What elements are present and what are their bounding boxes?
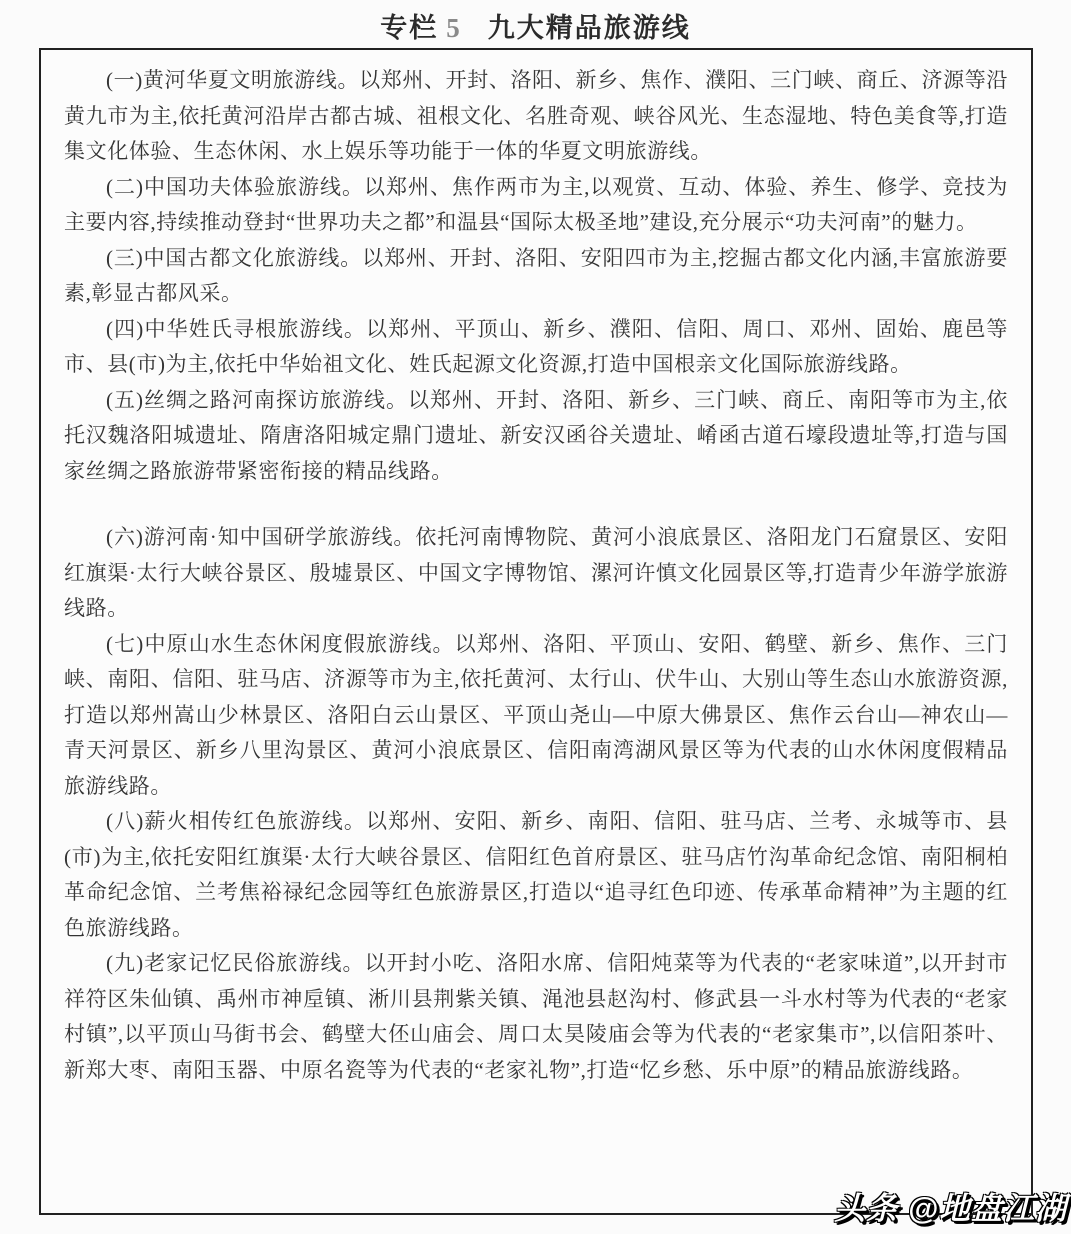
paragraph: (六)游河南·知中国研学旅游线。依托河南博物院、黄河小浪底景区、洛阳龙门石窟景区、安阳红旗渠·太行大峡谷景区、殷墟景区、中国文字博物馆、漯河许慎文化园景区等,打造青少年游学旅游线路。 (64, 525, 1008, 620)
column-number: 5 (446, 13, 462, 43)
paragraph: (八)薪火相传红色旅游线。以郑州、安阳、新乡、南阳、信阳、驻马店、兰考、永城等市、县(市)为主,依托安阳红旗渠·太行大峡谷景区、信阳红色首府景区、驻马店竹沟革命纪念馆、南阳桐柏革命纪念馆、兰考焦裕禄纪念园等红色旅游景区,打造以“追寻红色印迹、传承革命精神”为主题的红色旅游线路。 (64, 809, 1008, 940)
paragraphs (64, 63, 1008, 1088)
column-label: 专栏 (380, 13, 439, 43)
paragraph: (九)老家记忆民俗旅游线。以开封小吃、洛阳水席、信阳炖菜等为代表的“老家味道”,以开封市祥符区朱仙镇、禹州市神垕镇、淅川县荆紫关镇、渑池县赵沟村、修武县一斗水村等为代表的“老家村镇”,以平顶山马街书会、鹤壁大伾山庙会、周口太昊陵庙会等为代表的“老家集市”,以信阳茶叶、新郑大枣、南阳玉器、中原名瓷等为代表的“老家礼物”,打造“忆乡愁、乐中原”的精品旅游线路。 (64, 951, 1008, 1082)
paragraph: (三)中国古都文化旅游线。以郑州、开封、洛阳、安阳四市为主,挖掘古都文化内涵,丰富旅游要素,彰显古都风采。 (64, 245, 1008, 305)
column-title-text: 九大精品旅游线 (487, 13, 691, 43)
document-box (39, 48, 1033, 1215)
page-title (0, 6, 1071, 45)
paragraph: (一)黄河华夏文明旅游线。以郑州、开封、洛阳、新乡、焦作、濮阳、三门峡、商丘、济源等沿黄九市为主,依托黄河沿岸古都古城、祖根文化、名胜奇观、峡谷风光、生态湿地、特色美食等,打造集文化体验、生态休闲、水上娱乐等功能于一体的华夏文明旅游线。 (64, 68, 1008, 163)
watermark: 头条 @地盘江湖 (834, 1191, 1067, 1226)
paragraph: (七)中原山水生态休闲度假旅游线。以郑州、洛阳、平顶山、安阳、鹤壁、新乡、焦作、三门峡、南阳、信阳、驻马店、济源等市为主,依托黄河、太行山、伏牛山、大别山等生态山水旅游资源,打造以郑州嵩山少林景区、洛阳白云山景区、平顶山尧山—中原大佛景区、焦作云台山—神农山—青天河景区、新乡八里沟景区、黄河小浪底景区、信阳南湾湖风景区等为代表的山水休闲度假精品旅游线路。 (64, 631, 1008, 798)
paragraph: (四)中华姓氏寻根旅游线。以郑州、平顶山、新乡、濮阳、信阳、周口、邓州、固始、鹿邑等市、县(市)为主,依托中华始祖文化、姓氏起源文化资源,打造中国根亲文化国际旅游线路。 (64, 316, 1008, 376)
paragraph: (二)中国功夫体验旅游线。以郑州、焦作两市为主,以观赏、互动、体验、养生、修学、竞技为主要内容,持续推动登封“世界功夫之都”和温县“国际太极圣地”建设,充分展示“功夫河南”的魅力。 (64, 174, 1008, 234)
paragraph: (五)丝绸之路河南探访旅游线。以郑州、开封、洛阳、新乡、三门峡、商丘、南阳等市为主,依托汉魏洛阳城遗址、隋唐洛阳城定鼎门遗址、新安汉函谷关遗址、崤函古道石壕段遗址等,打造与国家丝绸之路旅游带紧密衔接的精品线路。 (64, 387, 1008, 483)
